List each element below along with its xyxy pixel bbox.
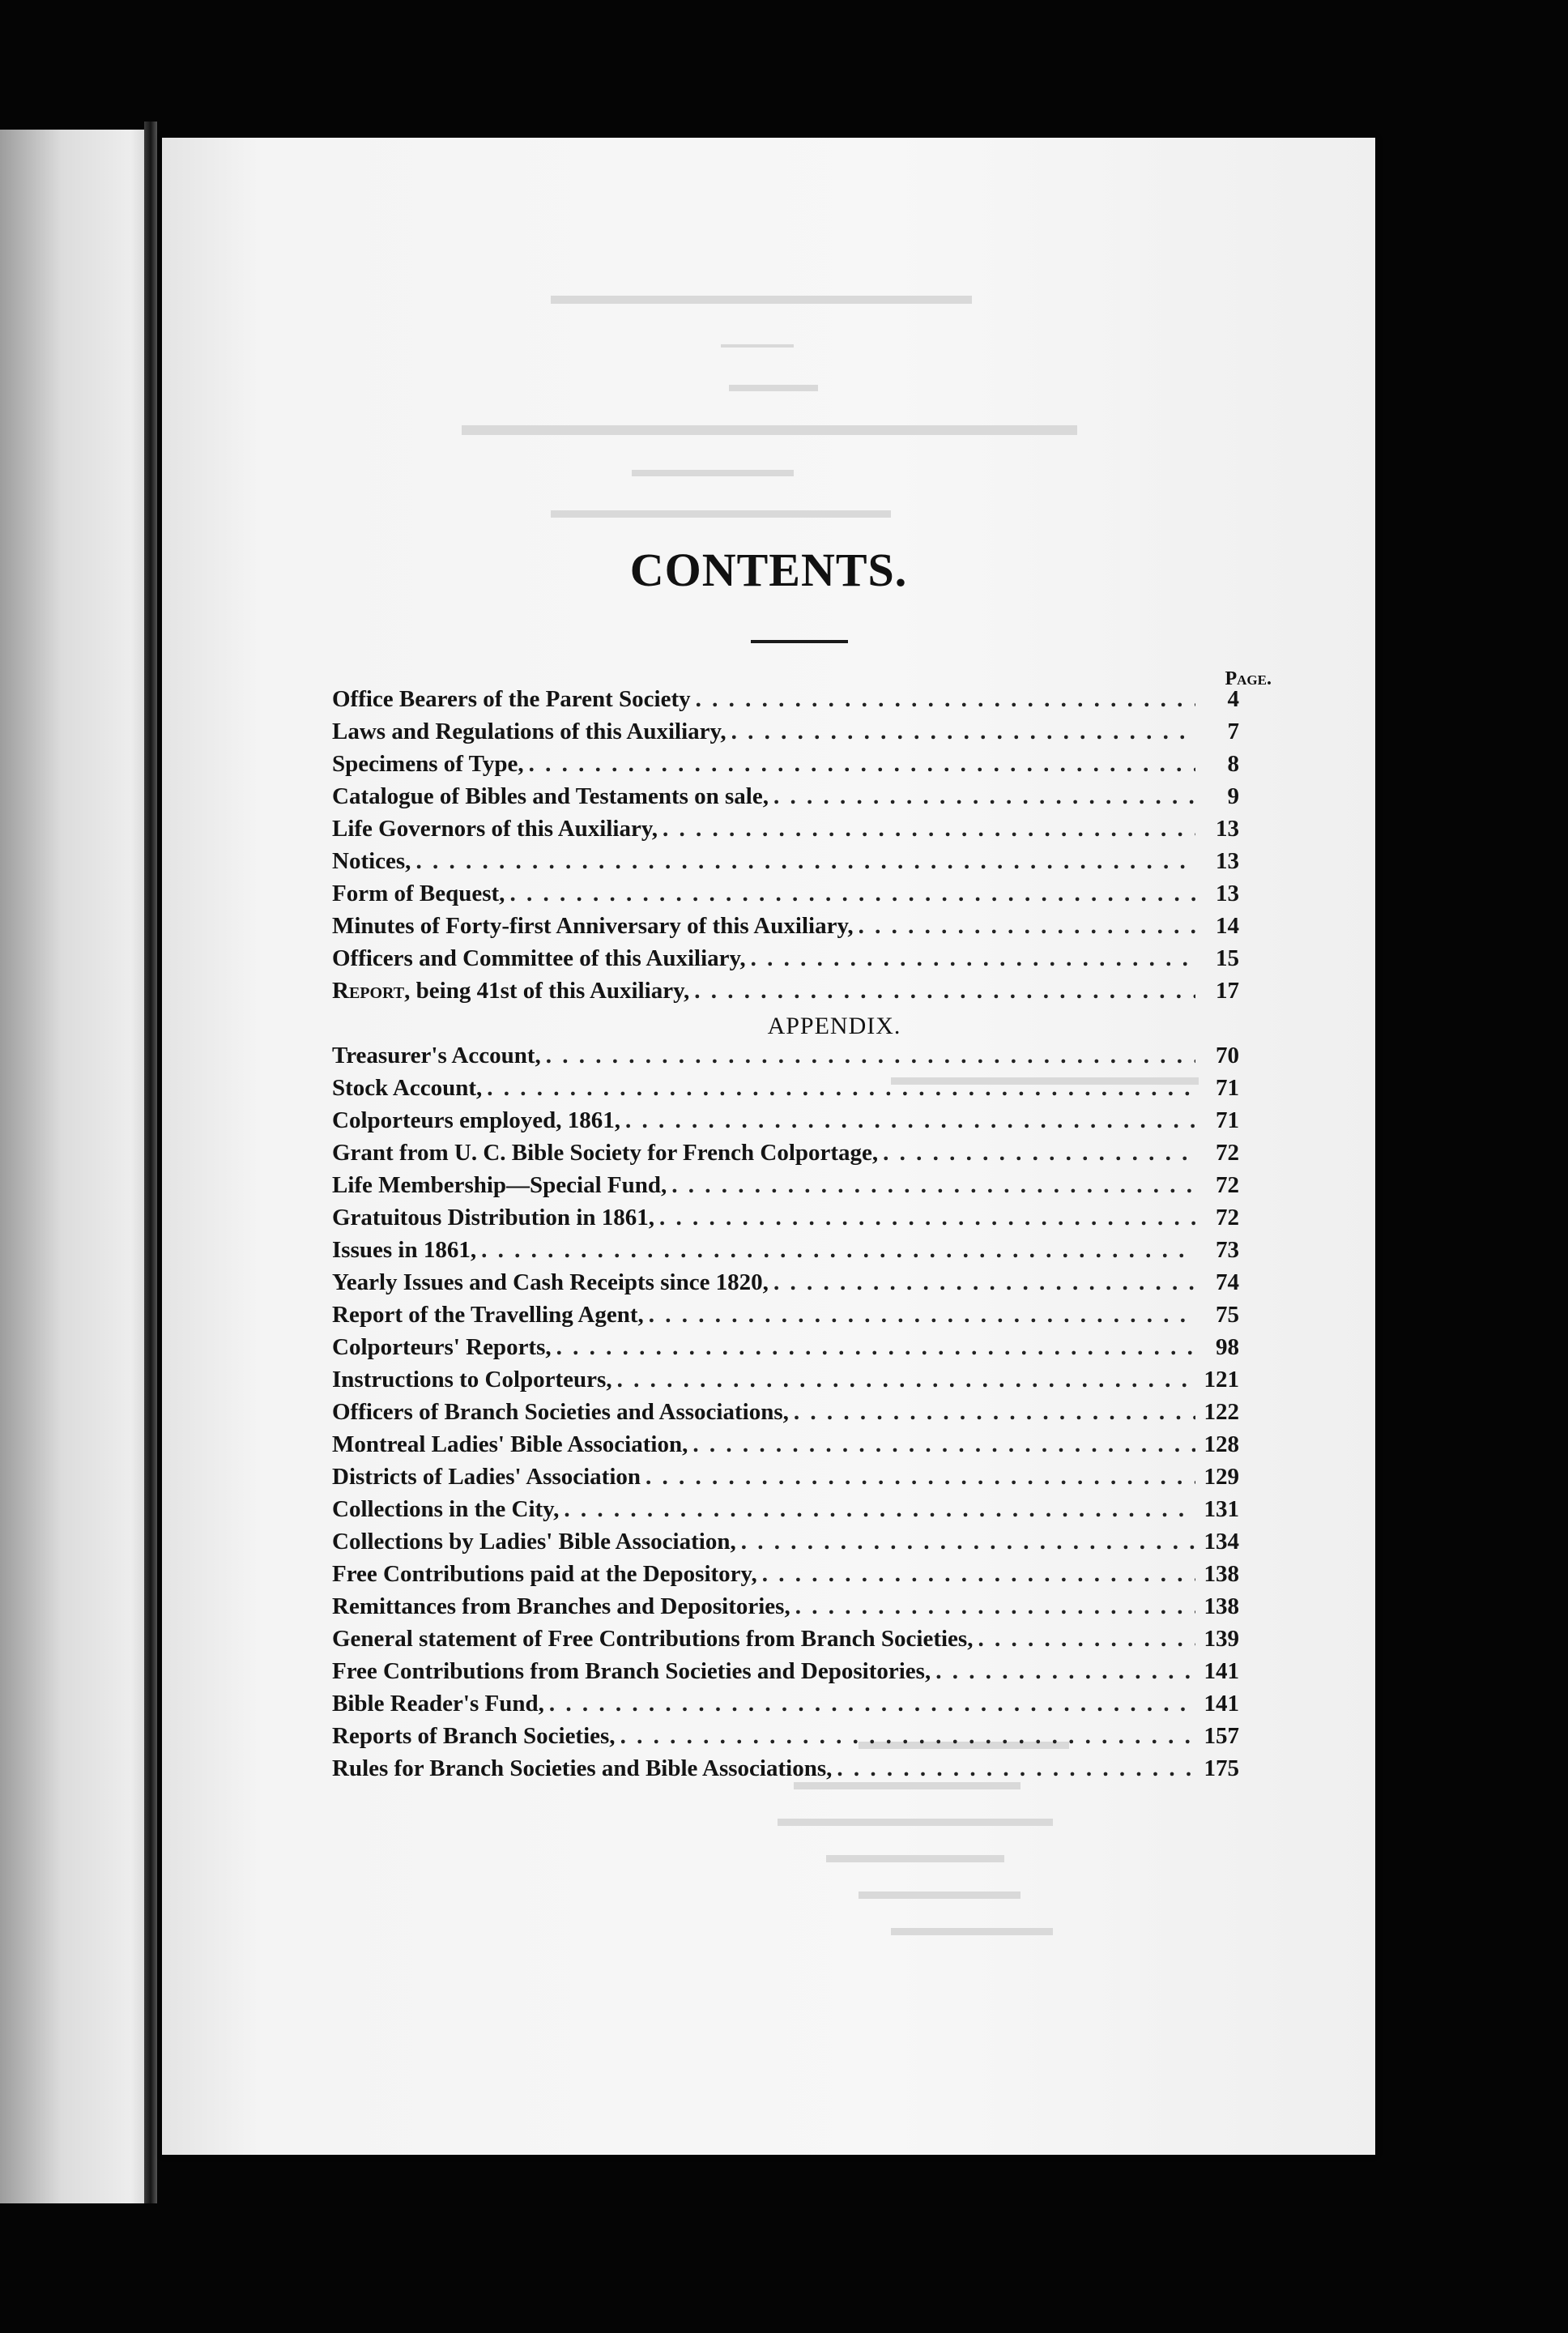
appendix-entry-page: 175 <box>1204 1755 1239 1781</box>
dot-leader <box>696 686 1195 713</box>
appendix-entry-page: 72 <box>1216 1140 1239 1166</box>
toc-entry <box>332 751 1239 783</box>
toc-entry-title: Office Bearers of the Parent Society <box>332 686 691 712</box>
appendix-entry <box>332 1755 1239 1788</box>
appendix-entry-title: Officers of Branch Societies and Associations, <box>332 1399 789 1425</box>
appendix-entry <box>332 1464 1239 1496</box>
toc-entry-page: 17 <box>1216 978 1239 1004</box>
appendix-entry <box>332 1529 1239 1561</box>
toc-entry <box>332 913 1239 945</box>
appendix-entry <box>332 1723 1239 1755</box>
toc-entry-title: Specimens of Type, <box>332 751 524 777</box>
dot-leader <box>564 1496 1195 1523</box>
dot-leader <box>762 1561 1195 1588</box>
dot-leader <box>620 1723 1195 1750</box>
appendix-entry-title: Report of the Travelling Agent, <box>332 1302 644 1328</box>
appendix-entry <box>332 1334 1239 1367</box>
appendix-entry-title: Life Membership—Special Fund, <box>332 1172 667 1198</box>
appendix-entry-title: Colporteurs' Reports, <box>332 1334 552 1360</box>
appendix-entry-title: Collections in the City, <box>332 1496 560 1522</box>
dot-leader <box>978 1626 1195 1653</box>
appendix-entry-page: 128 <box>1204 1431 1239 1457</box>
appendix-entry-title: Stock Account, <box>332 1075 483 1101</box>
appendix-entry <box>332 1561 1239 1593</box>
appendix-entry-page: 134 <box>1204 1529 1239 1555</box>
dot-leader <box>481 1237 1195 1264</box>
dot-leader <box>883 1140 1195 1166</box>
dot-leader <box>773 783 1195 810</box>
appendix-entry-title: Rules for Branch Societies and Bible Associations, <box>332 1755 833 1781</box>
appendix-entry-title: General statement of Free Contributions from Branch Societies, <box>332 1626 974 1652</box>
appendix-entry-page: 71 <box>1216 1075 1239 1101</box>
toc-entry <box>332 945 1239 978</box>
toc-entry <box>332 783 1239 816</box>
appendix-entry <box>332 1172 1239 1205</box>
appendix-entry-title: Reports of Branch Societies, <box>332 1723 616 1749</box>
dot-leader <box>837 1755 1195 1782</box>
appendix-entry-title: Gratuitous Distribution in 1861, <box>332 1205 654 1230</box>
appendix-entry-title: Free Contributions paid at the Depository, <box>332 1561 757 1587</box>
toc-entry <box>332 848 1239 881</box>
appendix-entry <box>332 1043 1239 1075</box>
book-spine <box>144 122 157 2203</box>
table-of-contents <box>332 686 1239 1788</box>
toc-entry-title: Life Governors of this Auxiliary, <box>332 816 658 842</box>
toc-entry <box>332 978 1239 1010</box>
toc-entry-title: Catalogue of Bibles and Testaments on sale, <box>332 783 769 809</box>
dot-leader <box>649 1302 1195 1329</box>
appendix-entry-page: 75 <box>1216 1302 1239 1328</box>
toc-entry <box>332 881 1239 913</box>
appendix-entry-title: Montreal Ladies' Bible Association, <box>332 1431 688 1457</box>
toc-entry-page: 13 <box>1216 881 1239 906</box>
toc-entry-title-rest: , being 41st of this Auxiliary, <box>404 978 690 1004</box>
appendix-entry-title: Bible Reader's Fund, <box>332 1691 544 1717</box>
dot-leader <box>546 1043 1195 1069</box>
dot-leader <box>617 1367 1195 1393</box>
dot-leader <box>731 719 1195 745</box>
appendix-entry-page: 74 <box>1216 1269 1239 1295</box>
left-page-edge <box>0 130 154 2203</box>
page-column-heading: Page. <box>1225 668 1272 689</box>
appendix-entry-page: 98 <box>1216 1334 1239 1360</box>
dot-leader <box>694 978 1195 1004</box>
dot-leader <box>794 1399 1195 1426</box>
appendix-entry <box>332 1431 1239 1464</box>
appendix-entry-page: 73 <box>1216 1237 1239 1263</box>
appendix-entry-title: Yearly Issues and Cash Receipts since 1820, <box>332 1269 769 1295</box>
appendix-entry-title: Colporteurs employed, 1861, <box>332 1107 621 1133</box>
appendix-entry <box>332 1658 1239 1691</box>
appendix-entry-title: Instructions to Colporteurs, <box>332 1367 612 1393</box>
dot-leader <box>773 1269 1195 1296</box>
dot-leader <box>415 848 1195 875</box>
dot-leader <box>692 1431 1195 1458</box>
dot-leader <box>625 1107 1195 1134</box>
appendix-entry-page: 138 <box>1204 1593 1239 1619</box>
toc-entry-page: 4 <box>1227 686 1239 712</box>
toc-entry-title <box>332 978 689 1004</box>
appendix-entry-page: 139 <box>1204 1626 1239 1652</box>
appendix-entry-title: Issues in 1861, <box>332 1237 477 1263</box>
dot-leader <box>795 1593 1195 1620</box>
toc-entry <box>332 816 1239 848</box>
appendix-entry <box>332 1205 1239 1237</box>
appendix-entry-title: Districts of Ladies' Association <box>332 1464 641 1490</box>
toc-entry-page: 15 <box>1216 945 1239 971</box>
appendix-entry-page: 141 <box>1204 1691 1239 1717</box>
dot-leader <box>741 1529 1195 1555</box>
appendix-entry-title: Free Contributions from Branch Societies and Depositories, <box>332 1658 931 1684</box>
dot-leader <box>663 816 1195 842</box>
appendix-entry-page: 141 <box>1204 1658 1239 1684</box>
dot-leader <box>556 1334 1195 1361</box>
appendix-entry-page: 138 <box>1204 1561 1239 1587</box>
appendix-heading: APPENDIX. <box>767 1013 901 1039</box>
appendix-entry <box>332 1075 1239 1107</box>
appendix-entry-page: 71 <box>1216 1107 1239 1133</box>
report-word: Report <box>332 978 405 1004</box>
appendix-entry <box>332 1237 1239 1269</box>
toc-entry-title: Officers and Committee of this Auxiliary, <box>332 945 746 971</box>
appendix-entry-page: 121 <box>1204 1367 1239 1393</box>
appendix-entry-page: 72 <box>1216 1172 1239 1198</box>
toc-entry-page: 14 <box>1216 913 1239 939</box>
appendix-entry-page: 157 <box>1204 1723 1239 1749</box>
appendix-entry <box>332 1593 1239 1626</box>
appendix-entry <box>332 1140 1239 1172</box>
toc-entry-page: 13 <box>1216 816 1239 842</box>
dot-leader <box>509 881 1195 907</box>
appendix-entry <box>332 1302 1239 1334</box>
toc-entry-page: 8 <box>1227 751 1239 777</box>
appendix-entry <box>332 1269 1239 1302</box>
dot-leader <box>487 1075 1195 1102</box>
toc-entry <box>332 686 1239 719</box>
dot-leader <box>646 1464 1195 1491</box>
toc-entry-page: 13 <box>1216 848 1239 874</box>
dot-leader <box>529 751 1195 778</box>
toc-entry-title: Form of Bequest, <box>332 881 505 906</box>
appendix-entry-title: Treasurer's Account, <box>332 1043 541 1068</box>
appendix-entry <box>332 1367 1239 1399</box>
appendix-entry-page: 72 <box>1216 1205 1239 1230</box>
dot-leader <box>859 913 1195 940</box>
dot-leader <box>935 1658 1195 1685</box>
dot-leader <box>671 1172 1195 1199</box>
contents-title: CONTENTS. <box>629 544 908 596</box>
toc-entry-page: 7 <box>1227 719 1239 744</box>
appendix-entry <box>332 1399 1239 1431</box>
appendix-entry-title: Remittances from Branches and Depositories, <box>332 1593 790 1619</box>
title-divider <box>751 640 848 643</box>
toc-entry-title: Laws and Regulations of this Auxiliary, <box>332 719 726 744</box>
toc-entry-title: Notices, <box>332 848 411 874</box>
dot-leader <box>659 1205 1195 1231</box>
appendix-entry-title: Collections by Ladies' Bible Association, <box>332 1529 736 1555</box>
toc-entry-page: 9 <box>1227 783 1239 809</box>
appendix-entry-page: 70 <box>1216 1043 1239 1068</box>
dot-leader <box>751 945 1195 972</box>
appendix-entry-title: Grant from U. C. Bible Society for French Colportage, <box>332 1140 879 1166</box>
appendix-entry-page: 131 <box>1204 1496 1239 1522</box>
toc-entry <box>332 719 1239 751</box>
appendix-entry-page: 129 <box>1204 1464 1239 1490</box>
dot-leader <box>549 1691 1195 1717</box>
appendix-entry <box>332 1626 1239 1658</box>
contents-page <box>162 138 1375 2155</box>
toc-entry-title: Minutes of Forty-first Anniversary of this Auxiliary, <box>332 913 854 939</box>
appendix-entry <box>332 1107 1239 1140</box>
appendix-entry <box>332 1496 1239 1529</box>
appendix-entry-page: 122 <box>1204 1399 1239 1425</box>
appendix-entry <box>332 1691 1239 1723</box>
